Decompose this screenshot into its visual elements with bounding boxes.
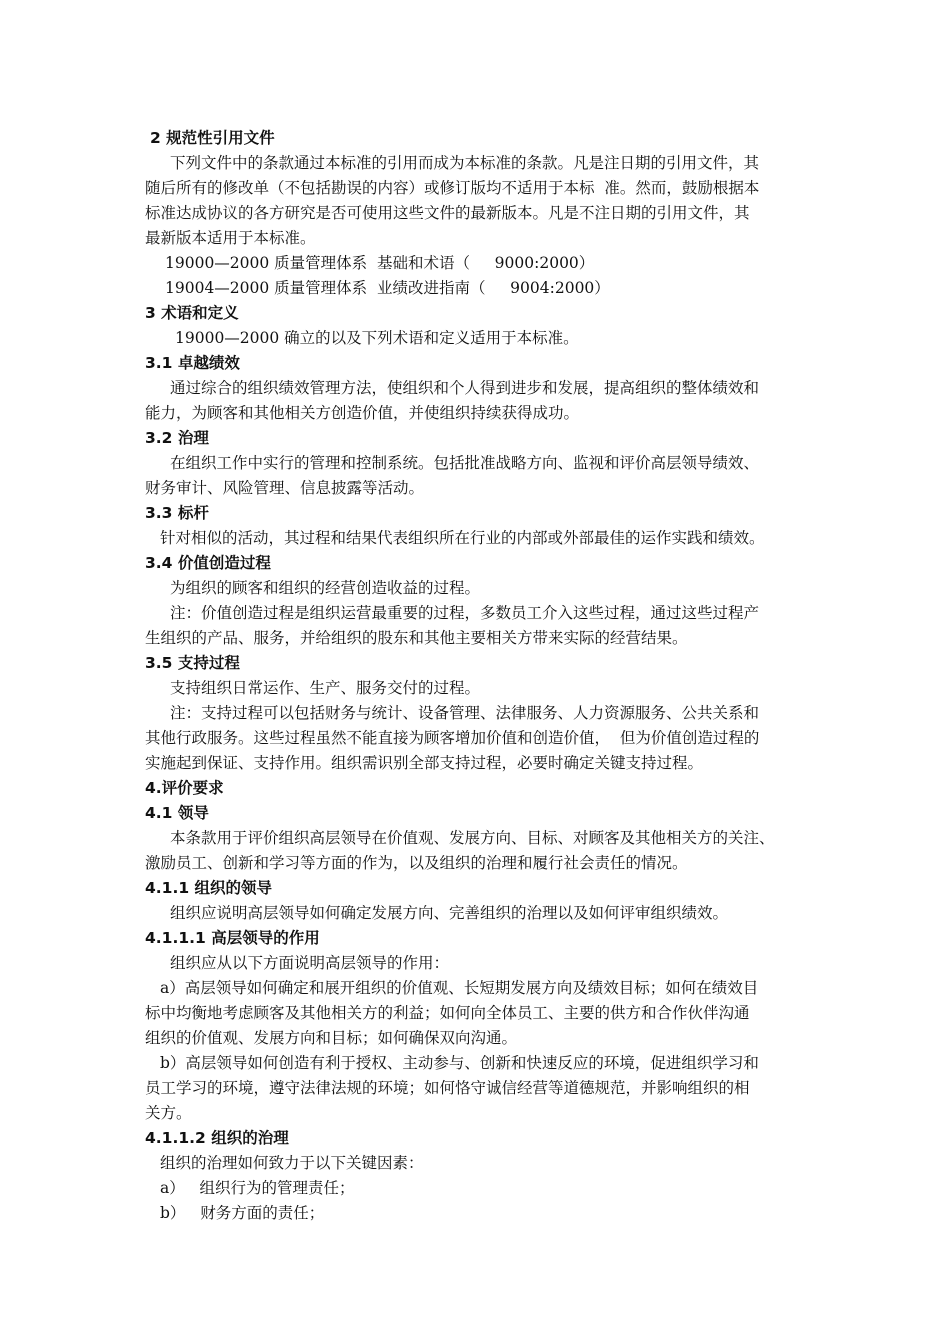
paragraph-line: 针对相似的活动，其过程和结果代表组织所在行业的内部或外部最佳的运作实践和绩效。 — [160, 529, 765, 547]
paragraph-line: 组织的治理如何致力于以下关键因素： — [160, 1154, 424, 1172]
subsection-heading: 3.2 治理 — [145, 429, 209, 447]
paragraph-line: 标准达成协议的各方研究是否可使用这些文件的最新版本。凡是不注日期的引用文件，其 — [145, 204, 750, 222]
subsection-heading: 4.1 领导 — [145, 804, 209, 822]
list-item-line: b） 财务方面的责任； — [160, 1204, 325, 1222]
section-heading: 3 术语和定义 — [145, 304, 239, 322]
paragraph-line: 最新版本适用于本标准。 — [145, 229, 316, 247]
note-line: 其他行政服务。这些过程虽然不能直接为顾客增加价值和创造价值， 但为价值创造过程的 — [145, 729, 760, 747]
paragraph-line: 下列文件中的条款通过本标准的引用而成为本标准的条款。凡是注日期的引用文件，其 — [170, 154, 760, 172]
reference-line: 19004—2000 质量管理体系 业绩改进指南（ 9004:2000） — [165, 279, 610, 297]
subsection-heading: 3.4 价值创造过程 — [145, 554, 271, 572]
paragraph-line: 激励员工、创新和学习等方面的作为，以及组织的治理和履行社会责任的情况。 — [145, 854, 688, 872]
section-heading: 2 规范性引用文件 — [150, 129, 275, 147]
reference-line: 19000—2000 质量管理体系 基础和术语（ 9000:2000） — [165, 254, 595, 272]
subsection-heading: 4.1.1.2 组织的治理 — [145, 1129, 289, 1147]
subsection-heading: 4.1.1.1 高层领导的作用 — [145, 929, 320, 947]
list-item-line: b）高层领导如何创造有利于授权、主动参与、创新和快速反应的环境，促进组织学习和 — [160, 1054, 759, 1072]
subsection-heading: 3.5 支持过程 — [145, 654, 240, 672]
list-item-line: 标中均衡地考虑顾客及其他相关方的利益；如何向全体员工、主要的供方和合作伙伴沟通 — [145, 1004, 750, 1022]
list-item-line: a） 组织行为的管理责任； — [160, 1179, 355, 1197]
paragraph-line: 支持组织日常运作、生产、服务交付的过程。 — [170, 679, 481, 697]
list-item-line: a）高层领导如何确定和展开组织的价值观、长短期发展方向及绩效目标；如何在绩效目 — [160, 979, 759, 997]
paragraph-line: 组织应从以下方面说明高层领导的作用： — [170, 954, 450, 972]
paragraph-line: 为组织的顾客和组织的经营创造收益的过程。 — [170, 579, 481, 597]
section-heading: 4.评价要求 — [145, 779, 224, 797]
note-line: 注：支持过程可以包括财务与统计、设备管理、法律服务、人力资源服务、公共关系和 — [170, 704, 760, 722]
paragraph-line: 19000—2000 确立的以及下列术语和定义适用于本标准。 — [175, 329, 579, 347]
paragraph-line: 本条款用于评价组织高层领导在价值观、发展方向、目标、对顾客及其他相关方的关注、 — [170, 829, 775, 847]
paragraph-line: 财务审计、风险管理、信息披露等活动。 — [145, 479, 425, 497]
list-item-line: 关方。 — [145, 1104, 192, 1122]
note-line: 注：价值创造过程是组织运营最重要的过程，多数员工介入这些过程，通过这些过程产 — [170, 604, 760, 622]
paragraph-line: 通过综合的组织绩效管理方法，使组织和个人得到进步和发展，提高组织的整体绩效和 — [170, 379, 760, 397]
note-line: 实施起到保证、支持作用。组织需识别全部支持过程，必要时确定关键支持过程。 — [145, 754, 704, 772]
subsection-heading: 3.3 标杆 — [145, 504, 209, 522]
subsection-heading: 3.1 卓越绩效 — [145, 354, 240, 372]
list-item-line: 员工学习的环境，遵守法律法规的环境；如何恪守诚信经营等道德规范，并影响组织的相 — [145, 1079, 750, 1097]
paragraph-line: 随后所有的修改单（不包括勘误的内容）或修订版均不适用于本标 准。然而，鼓励根据本 — [145, 179, 760, 197]
list-item-line: 组织的价值观、发展方向和目标；如何确保双向沟通。 — [145, 1029, 518, 1047]
paragraph-line: 组织应说明高层领导如何确定发展方向、完善组织的治理以及如何评审组织绩效。 — [170, 904, 729, 922]
paragraph-line: 在组织工作中实行的管理和控制系统。包括批准战略方向、监视和评价高层领导绩效、 — [170, 454, 760, 472]
paragraph-line: 能力，为顾客和其他相关方创造价值，并使组织持续获得成功。 — [145, 404, 580, 422]
subsection-heading: 4.1.1 组织的领导 — [145, 879, 273, 897]
note-line: 生组织的产品、服务，并给组织的股东和其他主要相关方带来实际的经营结果。 — [145, 629, 688, 647]
